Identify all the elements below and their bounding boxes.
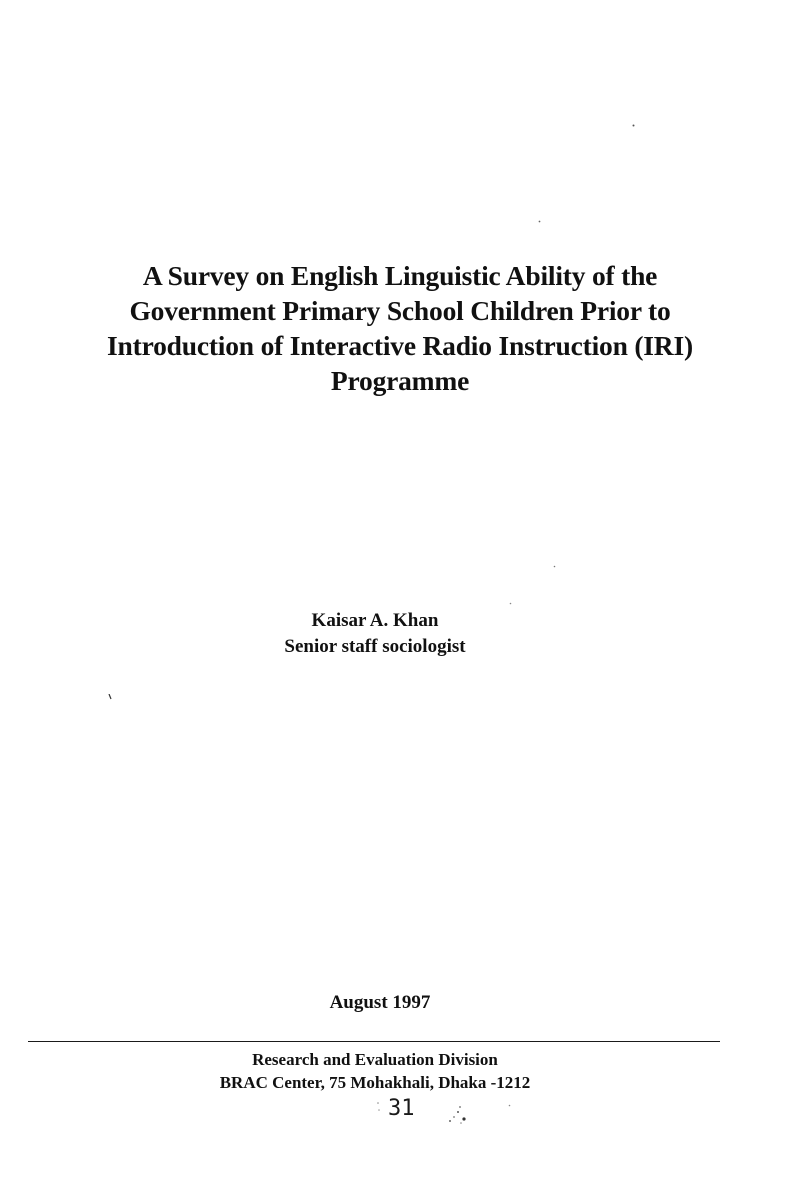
publication-date: August 1997 (329, 992, 431, 1013)
title-line-2: Government Primary School Children Prior to (129, 295, 671, 326)
publisher-footer (170, 1048, 580, 1094)
document-title (40, 258, 760, 398)
scan-smudge (446, 1104, 472, 1126)
scan-speck (376, 1100, 382, 1114)
author-name: Kaisar A. Khan (311, 610, 439, 631)
title-line-3: Introduction of Interactive Radio Instruction (IRI) (107, 330, 693, 361)
footer-divider (28, 1041, 720, 1042)
page-number: 31 (388, 1096, 415, 1121)
author-position: Senior staff sociologist (284, 636, 466, 657)
title-line-4: Programme (330, 365, 470, 396)
scan-speck (553, 565, 556, 568)
author-block (200, 608, 550, 660)
footer-division: Research and Evaluation Division (252, 1050, 498, 1069)
title-line-1: A Survey on English Linguistic Ability of the (142, 260, 658, 291)
scan-speck (508, 1104, 511, 1107)
scan-speck (509, 602, 512, 605)
scan-speck (632, 124, 635, 127)
scan-speck (108, 694, 112, 700)
footer-address: BRAC Center, 75 Mohakhali, Dhaka -1212 (219, 1073, 531, 1092)
scan-speck (538, 220, 541, 223)
